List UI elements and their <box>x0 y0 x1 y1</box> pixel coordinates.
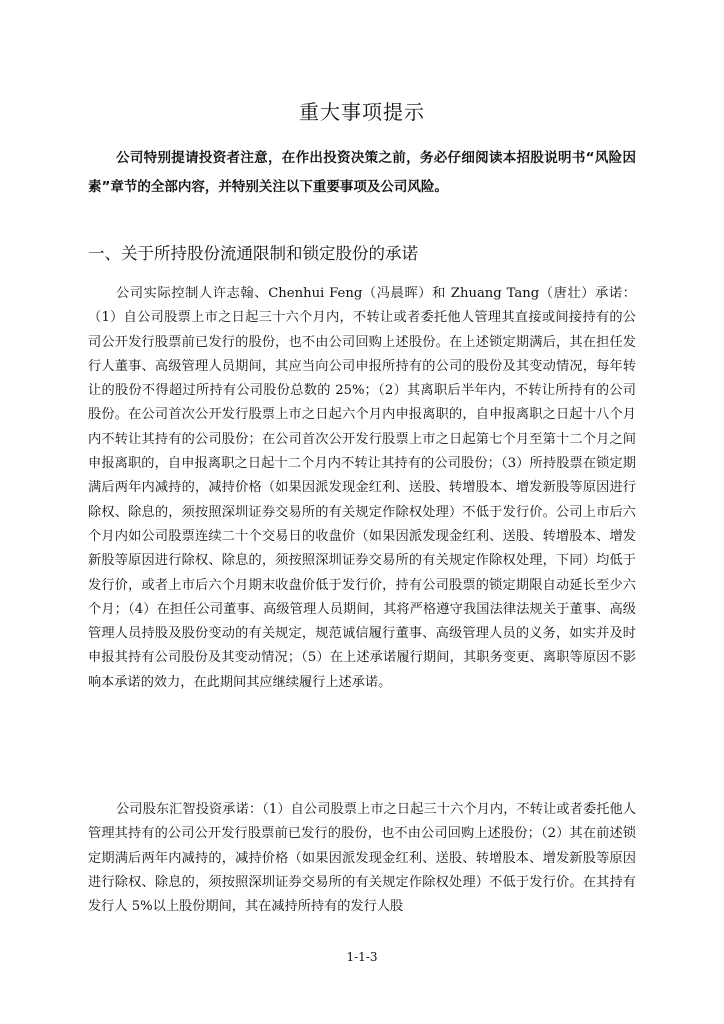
page-number: 1-1-3 <box>346 950 378 964</box>
paragraph-controller-commitment: 公司实际控制人许志翰、Chenhui Feng（冯晨晖）和 Zhuang Tang（唐壮）承诺：（1）自公司股票上市之日起三十六个月内，不转让或者委托他人管理其直接或间接持有的公司公开发行股票前已发行的股份，也不由公司回购上述股份。在上述锁定期满后，其在担任发行人董事、高级管理人员期间，其应当向公司申报所持有的公司的股份及其变动情况，每年转让的股份不得超过所持有公司股份总数的 25%；（2）其离职后半年内，不转让所持有的公司股份。在公司首次公开发行股票上市之日起六个月内申报离职的，自申报离职之日起十八个月内不转让其持有的公司股份；在公司首次公开发行股票上市之日起第七个月至第十二个月之间申报离职的，自申报离职之日起十二个月内不转让其持有的公司股份；（3）所持股票在锁定期满后两年内减持的，减持价格（如果因派发现金红利、送股、转增股本、增发新股等原因进行除权、除息的，须按照深圳证券交易所的有关规定作除权处理）不低于发行价。公司上市后六个月内如公司股票连续二十个交易日的收盘价（如果因派发现金红利、送股、转增股本、增发新股等原因进行除权、除息的，须按照深圳证券交易所的有关规定作除权处理，下同）均低于发行价，或者上市后六个月期末收盘价低于发行价，持有公司股票的锁定期限自动延长至少六个月；（4）在担任公司董事、高级管理人员期间，其将严格遵守我国法律法规关于董事、高级管理人员持股及股份变动的有关规定，规范诚信履行董事、高级管理人员的义务，如实并及时申报其持有公司股份及其变动情况；（5）在上述承诺履行期间，其职务变更、离职等原因不影响本承诺的效力，在此期间其应继续履行上述承诺。 <box>88 286 636 690</box>
paragraph-shareholder-commitment: 公司股东汇智投资承诺：（1）自公司股票上市之日起三十六个月内，不转让或者委托他人管理其持有的公司公开发行股票前已发行的股份，也不由公司回购上述股份；（2）其在前述锁定期满后两年内减持的，减持价格（如果因派发现金红利、送股、转增股本、增发新股等原因进行除权、除息的，须按照深圳证券交易所的有关规定作除权处理）不低于发行价。在其持有发行人 5%以上股份期间，其在减持所持有的发行人股 <box>88 802 636 915</box>
risk-notice: 公司特别提请投资者注意，在作出投资决策之前，务必仔细阅读本招股说明书“风险因素”章节的全部内容，并特别关注以下重要事项及公司风险。 <box>88 150 636 195</box>
page-title: 重大事项提示 <box>299 100 425 124</box>
section-heading: 一、关于所持股份流通限制和锁定股份的承诺 <box>88 244 418 263</box>
